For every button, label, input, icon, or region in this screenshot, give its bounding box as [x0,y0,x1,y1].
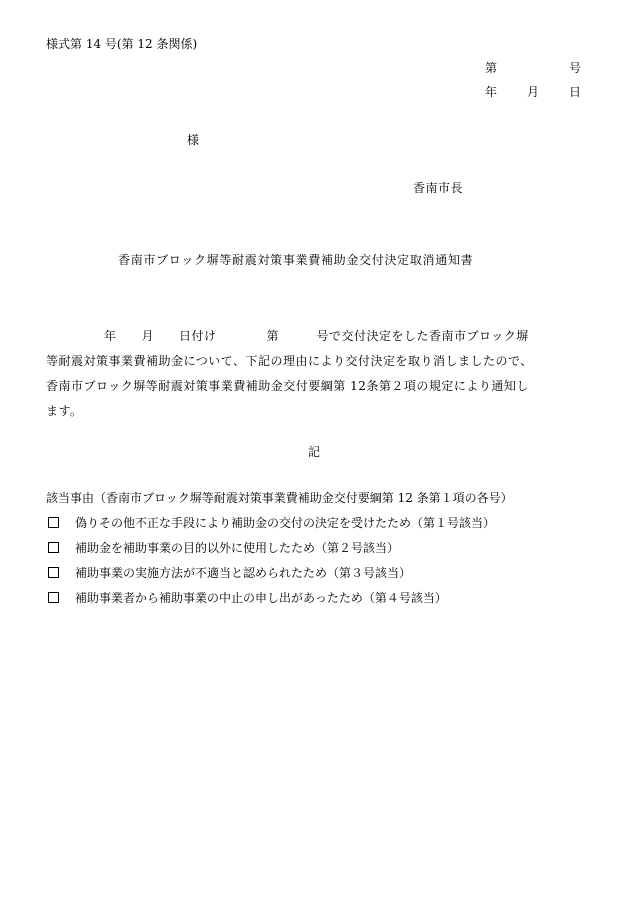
body-line-4: ます。 [46,404,83,418]
reason-text-3: 補助事業の実施方法が不適当と認められたため（第３号該当） [75,566,412,580]
date-year: 年 [485,85,498,99]
body-line-1: 年 月 日付け 第 号で交付決定をした香南市ブロック塀 [104,329,529,343]
reason-item-3 [46,567,513,592]
document-title: 香南市ブロック塀等耐震対策事業費補助金交付決定取消通知書 [118,253,474,267]
sender: 香南市長 [413,181,464,195]
reason-header: 該当事由（香南市ブロック塀等耐震対策事業費補助金交付要綱第 12 条第１項の各号） [46,491,513,505]
reason-text-2: 補助金を補助事業の目的以外に使用したため（第２号該当） [75,541,400,555]
reason-text-4: 補助事業者から補助事業の中止の申し出があったため（第４号該当） [75,591,447,605]
reason-item-2 [46,542,513,567]
ki-label: 記 [308,445,321,459]
reason-item-1 [46,517,513,542]
reason-list [46,492,513,617]
body-line-2: 等耐震対策事業費補助金について、下記の理由により交付決定を取り消しましたので、 [46,354,533,368]
form-number: 様式第 14 号(第 12 条関係) [46,37,198,51]
checkbox-1[interactable] [48,517,59,528]
body-text [46,324,586,424]
doc-number-go: 号 [569,61,582,75]
reason-text-1: 偽りその他不正な手段により補助金の交付の決定を受けたため（第１号該当） [75,516,496,530]
doc-number-dai: 第 [485,61,498,75]
date-month: 月 [527,85,540,99]
checkbox-2[interactable] [48,542,59,553]
body-line-3: 香南市ブロック塀等耐震対策事業費補助金交付要綱第 12条第２項の規定により通知し [46,379,529,393]
reason-item-4 [46,592,513,617]
date-day: 日 [569,85,582,99]
checkbox-3[interactable] [48,567,59,578]
checkbox-4[interactable] [48,592,59,603]
addressee-suffix: 様 [187,133,200,147]
